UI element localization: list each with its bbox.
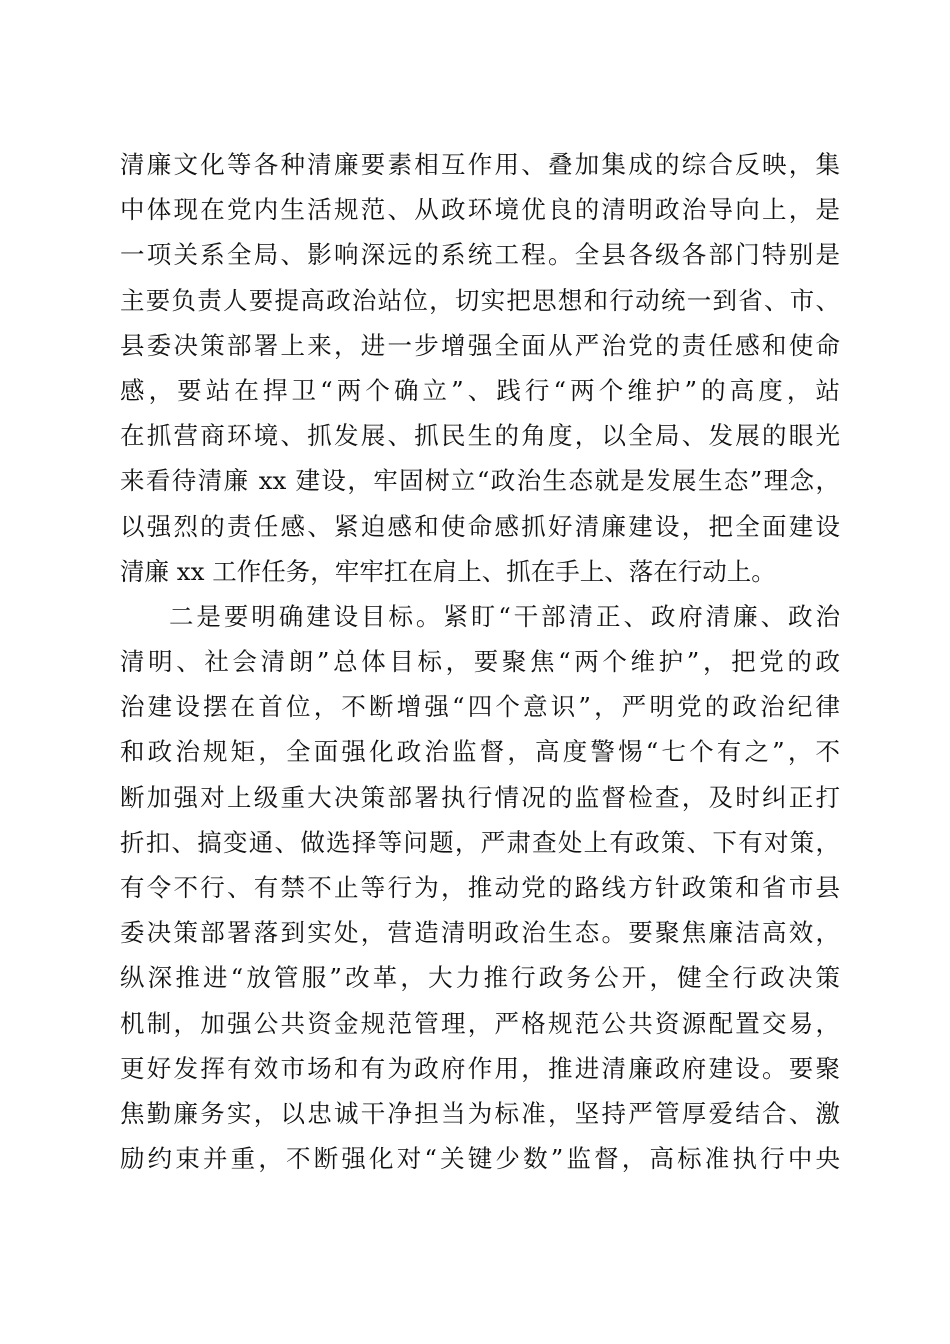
- text-line: 清廉 xx 工作任务，牢牢扛在肩上、抓在手上、落在行动上。: [120, 556, 776, 586]
- text-line: 县委决策部署上来，进一步增强全面从严治党的责任感和使命: [120, 330, 840, 360]
- text-line: 以强烈的责任感、紧迫感和使命感抓好清廉建设，把全面建设: [120, 511, 840, 541]
- text-line: 主要负责人要提高政治站位，切实把思想和行动统一到省、市、: [120, 285, 840, 315]
- text-line: 治建设摆在首位，不断增强“四个意识”，严明党的政治纪律: [120, 692, 840, 722]
- text-line: 折扣、搞变通、做选择等问题，严肃查处上有政策、下有对策，: [120, 827, 840, 857]
- text-line: 和政治规矩，全面强化政治监督，高度警惕“七个有之”，不: [120, 737, 840, 767]
- text-line: 纵深推进“放管服”改革，大力推行政务公开，健全行政决策: [120, 963, 840, 993]
- text-line: 更好发挥有效市场和有为政府作用，推进清廉政府建设。要聚: [120, 1053, 840, 1083]
- text-line: 中体现在党内生活规范、从政环境优良的清明政治导向上，是: [120, 195, 840, 225]
- text-line: 清廉文化等各种清廉要素相互作用、叠加集成的综合反映，集: [120, 150, 840, 179]
- text-line: 一项关系全局、影响深远的系统工程。全县各级各部门特别是: [120, 240, 840, 270]
- text-line-lead: 二是要明确建设目标。紧盯“干部清正、政府清廉、政治: [169, 601, 840, 631]
- text-line: 机制，加强公共资金规范管理，严格规范公共资源配置交易，: [120, 1008, 840, 1038]
- text-line: 断加强对上级重大决策部署执行情况的监督检查，及时纠正打: [120, 782, 840, 812]
- paragraph-1: [120, 142, 840, 594]
- document-body: [120, 142, 840, 1181]
- text-line: 来看待清廉 xx 建设，牢固树立“政治生态就是发展生态”理念，: [120, 466, 840, 496]
- text-line: 感，要站在捍卫“两个确立”、践行“两个维护”的高度，站: [120, 375, 840, 405]
- text-line: 清明、社会清朗”总体目标，要聚焦“两个维护”，把党的政: [120, 647, 840, 677]
- text-line: 焦勤廉务实，以忠诚干净担当为标准，坚持严管厚爱结合、激: [120, 1098, 840, 1128]
- text-line: 励约束并重，不断强化对“关键少数”监督，高标准执行中央: [120, 1144, 840, 1174]
- text-line: 有令不行、有禁不止等行为，推动党的路线方针政策和省市县: [120, 873, 840, 902]
- paragraph-2: [120, 594, 840, 1181]
- text-line: 在抓营商环境、抓发展、抓民生的角度，以全局、发展的眼光: [120, 421, 840, 451]
- text-line: 委决策部署落到实处，营造清明政治生态。要聚焦廉洁高效，: [120, 918, 840, 948]
